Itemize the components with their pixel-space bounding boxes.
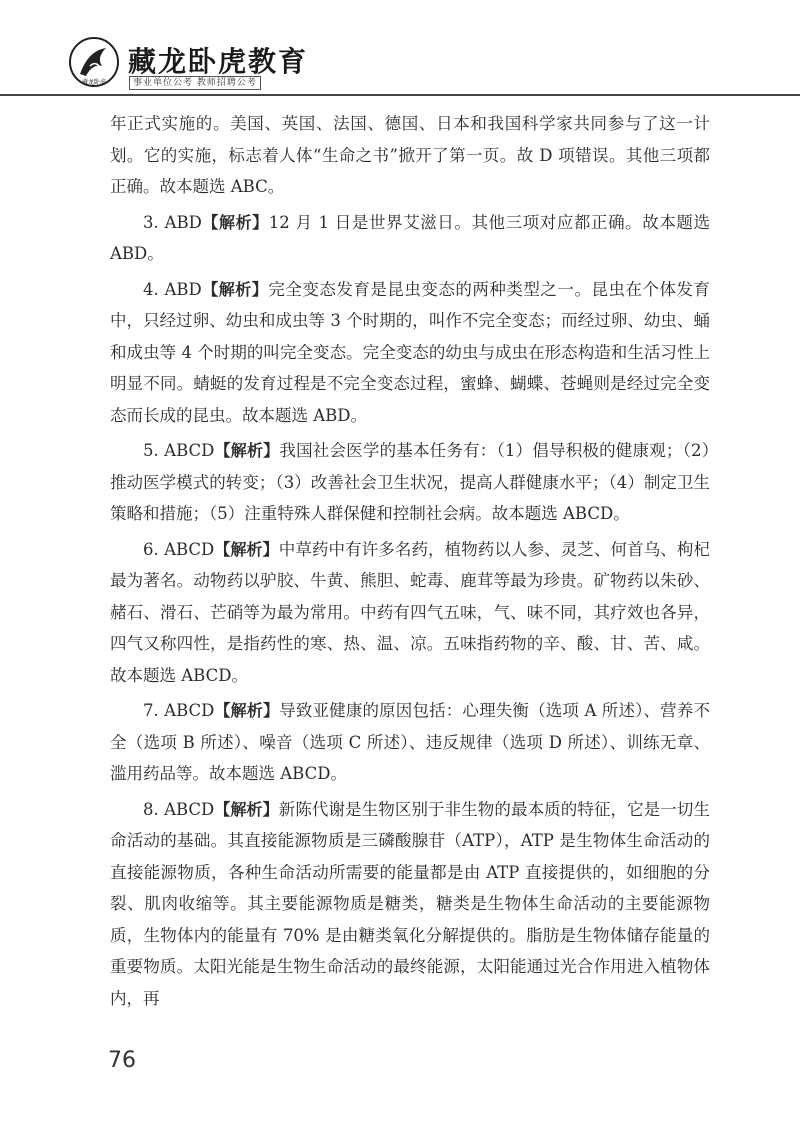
answer-key: 5. ABCD — [143, 441, 215, 460]
answer-paragraph-6 — [110, 534, 710, 692]
answer-key: 3. ABD — [143, 212, 202, 232]
brand-title: 藏龙卧虎教育 — [128, 45, 309, 78]
answer-paragraph-7 — [110, 695, 710, 790]
answer-key: 6. ABCD — [143, 539, 215, 559]
paragraph-text: 我国社会医学的基本任务有：（1）倡导积极的健康观；（2）推动医学模式的转变；（3）改善社会卫生状况，提高人群健康水平；（4）制定卫生策略和措施；（5）注重特殊人群保健和控制社会病。故本题选 ABCD。 — [110, 441, 710, 523]
answer-key: 7. ABCD — [143, 701, 215, 720]
paragraph-text: 12 月 1 日是世界艾滋日。其他三项对应都正确。故本题选 ABD。 — [110, 212, 710, 263]
analysis-tag: 【解析】 — [214, 539, 279, 559]
answer-paragraph-4 — [110, 274, 710, 432]
answer-paragraph-3 — [110, 207, 710, 270]
analysis-tag: 【解析】 — [214, 799, 279, 819]
analysis-tag: 【解析】 — [201, 212, 269, 232]
paragraph-text: 完全变态发育是昆虫变态的两种类型之一。昆虫在个体发育中，只经过卵、幼虫和成虫等 3 个时期的，叫作不完全变态；而经过卵、幼虫、蛹和成虫等 4 个时期的叫完全变态。完全变态的幼虫与成虫在形态构造和生活习性上明显不同。蜻蜓的发育过程是不完全变态过程，蜜蜂、蝴蝶、苍蝇则是经过完全变态而长成的昆虫。故本题选 ABD。 — [110, 279, 710, 425]
answer-paragraph-8 — [110, 794, 710, 1015]
paragraph-text: 年正式实施的。美国、英国、法国、德国、日本和我国科学家共同参与了这一计划。它的实施，标志着人体“生命之书”掀开了第一页。故 D 项错误。其他三项都正确。故本题选 ABC。 — [110, 114, 710, 196]
paragraph-text: 中草药中有许多名药，植物药以人参、灵芝、何首乌、枸杞最为著名。动物药以驴胶、牛黄、熊胆、蛇毒、鹿茸等最为珍贵。矿物药以朱砂、赭石、滑石、芒硝等为最为常用。中药有四气五味，气、味不同，其疗效也各异，四气又称四性，是指药性的寒、热、温、凉。五味指药物的辛、酸、甘、苦、咸。故本题选 ABCD。 — [110, 539, 710, 685]
paragraph-continuation — [110, 108, 710, 203]
analysis-tag: 【解析】 — [214, 701, 280, 720]
answer-body — [110, 108, 710, 1018]
logo-caption: 藏龙卧虎 — [81, 79, 107, 86]
analysis-tag: 【解析】 — [201, 279, 269, 299]
paragraph-text: 导致亚健康的原因包括：心理失衡（选项 A 所述）、营养不全（选项 B 所述）、噪音（选项 C 所述）、违反规律（选项 D 所述）、训练无章、滥用药品等。故本题选 ABCD。 — [110, 701, 710, 783]
page-header — [0, 0, 800, 95]
answer-key: 8. ABCD — [143, 799, 215, 819]
analysis-tag: 【解析】 — [214, 441, 280, 460]
header-divider — [0, 94, 800, 96]
answer-paragraph-5 — [110, 435, 710, 530]
paragraph-text: 新陈代谢是生物区别于非生物的最本质的特征，它是一切生命活动的基础。其直接能源物质是三磷酸腺苷（ATP），ATP 是生物体生命活动的直接能源物质，各种生命活动所需要的能量都是由 ATP 直接提供的，如细胞的分裂、肌肉收缩等。其主要能源物质是糖类，糖类是生物体生命活动的主要能源物质，生物体内的能量有 70% 是由糖类氧化分解提供的。脂肪是生物体储存能量的重要物质。太阳光能是生物生命活动的最终能源，太阳能通过光合作用进入植物体内，再 — [110, 799, 710, 1008]
brand-logo-icon — [68, 36, 120, 88]
answer-key: 4. ABD — [143, 279, 202, 299]
page-number: 76 — [108, 1048, 136, 1073]
brand-subtitle: 事业单位公考 教师招聘公考 — [129, 76, 261, 90]
